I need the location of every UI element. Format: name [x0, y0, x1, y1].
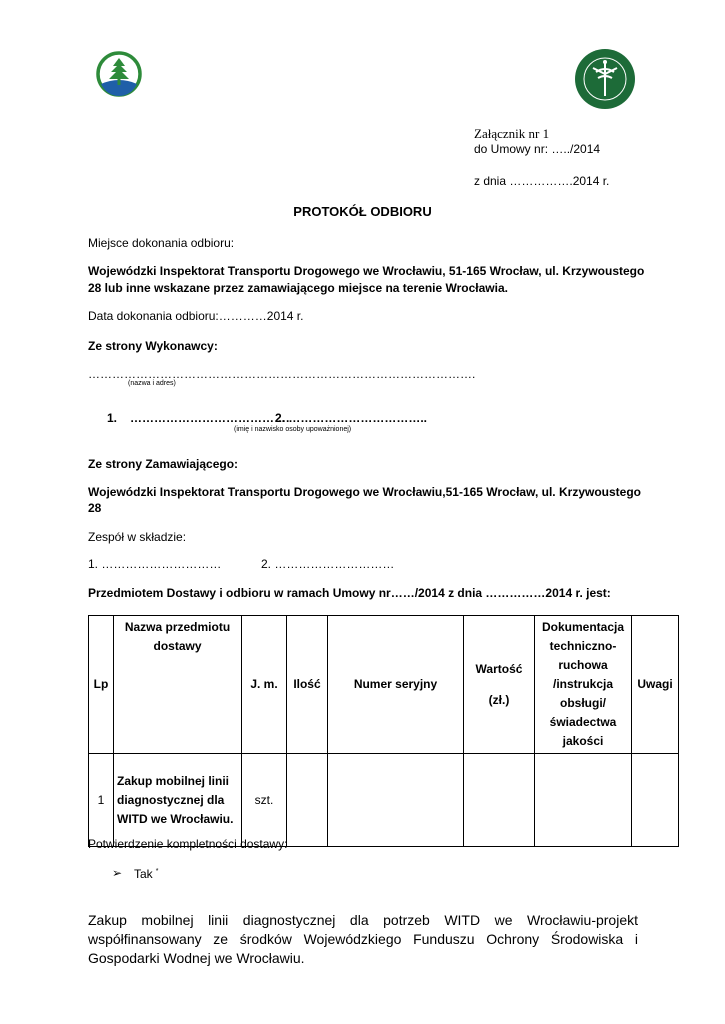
confirmation-label: Potwierdzenie kompletności dostawy: [88, 837, 288, 851]
row-quantity [287, 754, 328, 847]
team-label: Zespół w składzie: [88, 530, 187, 544]
row-unit: szt. [242, 754, 287, 847]
contractor-person-1-number: 1. [107, 411, 118, 425]
contractor-name-caption: (nazwa i adres) [128, 380, 176, 387]
annex-number: Załącznik nr 1 [474, 126, 550, 141]
delivery-items-table [88, 615, 679, 847]
subject-line: Przedmiotem Dostawy i odbioru w ramach Umowy nr……/2014 z dnia ……………2014 r. jest: [88, 586, 611, 600]
bullet-arrow-icon: ➢ [112, 866, 123, 880]
row-notes [632, 754, 679, 847]
header-value-label: Wartość [475, 661, 523, 676]
confirmation-option-label: Tak [134, 867, 153, 881]
table-row [89, 754, 679, 847]
place-value-line1: Wojewódzki Inspektorat Transportu Drogowego we Wrocławiu, 51-165 Wrocław, ul. Krzywoustego [88, 264, 645, 278]
row-documentation [535, 754, 632, 847]
contractor-name-field: ……………………………………………………………………………………. [88, 367, 476, 381]
place-value-line2: 28 lub inne wskazane przez zamawiającego miejsce na terenie Wrocławia. [88, 281, 508, 295]
team-member-2-field: 2. ………………………… [261, 557, 395, 571]
team-member-1-field: 1. ………………………… [88, 557, 222, 571]
header-serial-number: Numer seryjny [328, 616, 464, 754]
client-heading: Ze strony Zamawiającego: [88, 457, 239, 471]
header-notes: Uwagi [632, 616, 679, 754]
row-lp: 1 [89, 754, 114, 847]
client-value-line1: Wojewódzki Inspektorat Transportu Drogowego we Wrocławiu,51-165 Wrocław, ul. Krzywoustego [88, 485, 641, 499]
inspection-seal-logo [574, 48, 636, 110]
contractor-person-1-field: …………………………………. [130, 411, 290, 425]
header-value [464, 616, 535, 754]
header-documentation: Dokumentacja techniczno-ruchowa /instrukcja obsługi/świadectwa jakości [535, 616, 632, 754]
row-value [464, 754, 535, 847]
header-item-name: Nazwa przedmiotu dostawy [114, 616, 242, 754]
footnote-mark: * [155, 868, 159, 875]
row-item-name: Zakup mobilnej linii diagnostycznej dla WITD we Wrocławiu. [114, 754, 242, 847]
contractor-persons-caption: (imię i nazwisko osoby upoważnionej) [234, 426, 352, 433]
annex-date: z dnia …………….2014 r. [474, 174, 610, 188]
confirmation-option [134, 867, 158, 881]
place-label: Miejsce dokonania odbioru: [88, 236, 235, 250]
table-header-row [89, 616, 679, 754]
header-unit: J. m. [242, 616, 287, 754]
contractor-heading: Ze strony Wykonawcy: [88, 339, 218, 353]
document-title: PROTOKÓŁ ODBIORU [293, 204, 432, 219]
client-value-line2: 28 [88, 501, 102, 515]
cofinancing-note: Zakup mobilnej linii diagnostycznej dla potrzeb WITD we Wrocławiu-projekt współfinansowany ze środków Wojewódzkiego Funduszu Ochrony Środowiska i Gospodarki Wodnej we Wrocławiu. [88, 912, 638, 966]
annex-contract-number: do Umowy nr: …../2014 [474, 142, 601, 156]
row-serial-number [328, 754, 464, 847]
header-quantity: Ilość [287, 616, 328, 754]
fund-logo [95, 50, 143, 100]
header-value-unit: (zł.) [488, 692, 510, 707]
header-lp: Lp [89, 616, 114, 754]
date-label: Data dokonania odbioru:…………2014 r. [88, 309, 304, 323]
contractor-person-2-field: 2. …………………………….. [275, 411, 428, 425]
